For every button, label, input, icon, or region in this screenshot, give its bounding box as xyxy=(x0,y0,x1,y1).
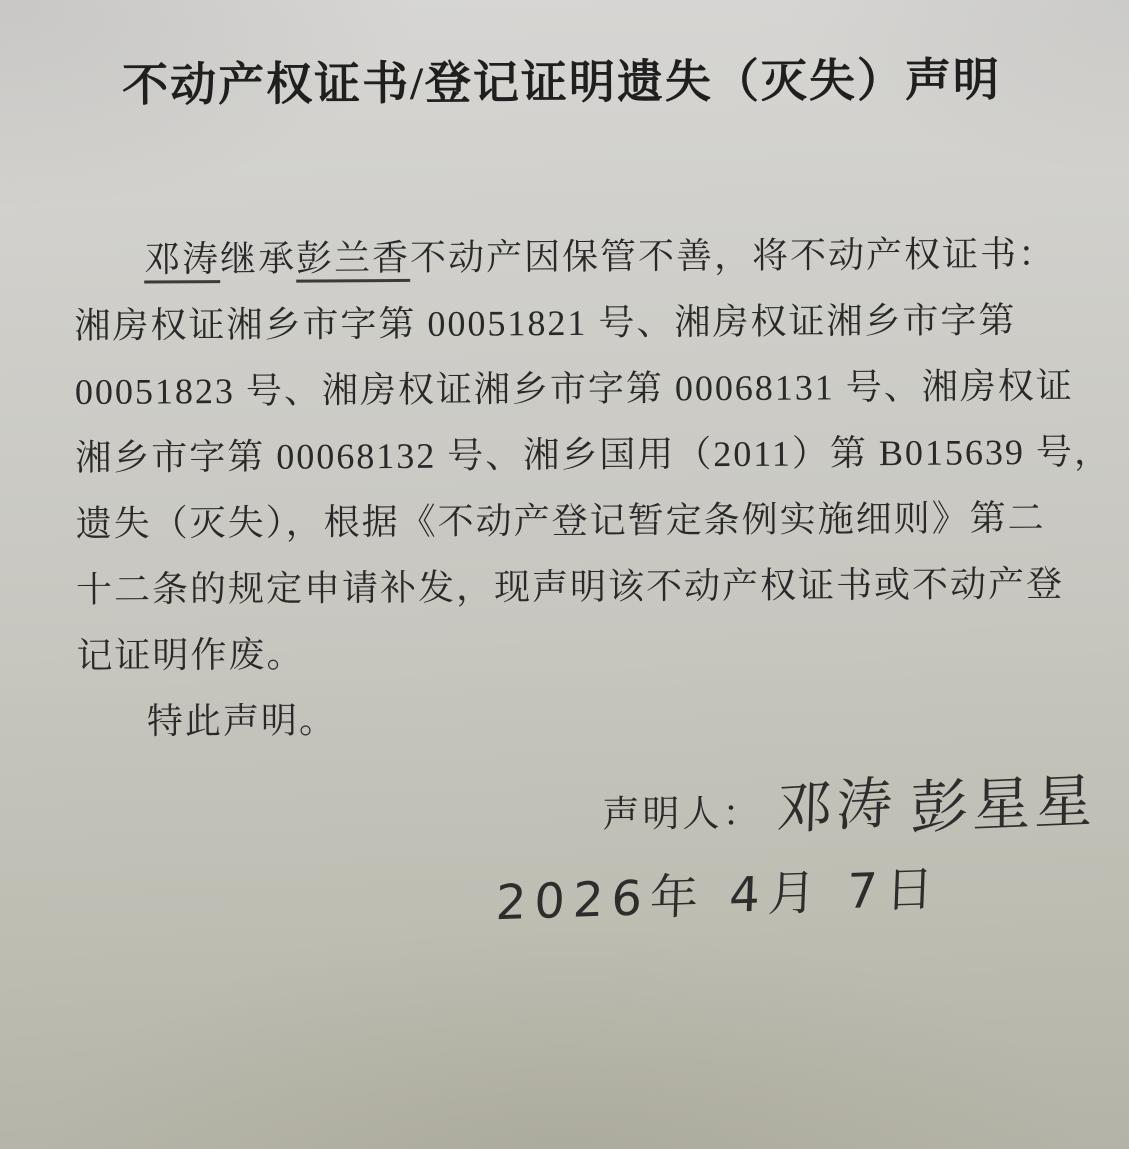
line1-connector: 继承 xyxy=(219,238,297,280)
body-line-5: 遗失（灭失），根据《不动产登记暂定条例实施细则》第二 xyxy=(75,498,1046,544)
signature-row xyxy=(1,757,1129,848)
date-row xyxy=(154,854,1129,930)
document-body xyxy=(0,221,1129,756)
decedent-name-underlined: 彭兰香 xyxy=(296,238,410,283)
closing-statement: 特此声明。 xyxy=(146,700,338,742)
body-line-7: 记证明作废。 xyxy=(76,634,305,676)
signatory-label: 声明人： xyxy=(602,793,763,836)
body-line-1 xyxy=(74,221,1067,293)
line1-rest: 不动产因保管不善，将不动产权证书： xyxy=(409,233,1057,278)
handwritten-signature-2: 彭星星 xyxy=(910,766,1097,843)
handwritten-date: 2026年 4月 7日 xyxy=(494,860,943,932)
body-line-3: 00051823 号、湘房权证湘乡市字第 00068131 号、湘房权证 xyxy=(74,365,1074,412)
body-line-2: 湘房权证湘乡市字第 00051821 号、湘房权证湘乡市字第 xyxy=(74,300,1017,346)
document-title: 不动产权证书/登记证明遗失（灭失）声明 xyxy=(121,54,1002,111)
body-line-4: 湘乡市字第 00068132 号、湘乡国用（2011）第 B015639 号， xyxy=(75,431,1113,478)
body-line-6: 十二条的规定申请补发，现声明该不动产权证书或不动产登 xyxy=(75,563,1065,610)
handwritten-signature-1: 邓涛 xyxy=(775,770,898,843)
declarant-name-underlined: 邓涛 xyxy=(144,239,220,283)
